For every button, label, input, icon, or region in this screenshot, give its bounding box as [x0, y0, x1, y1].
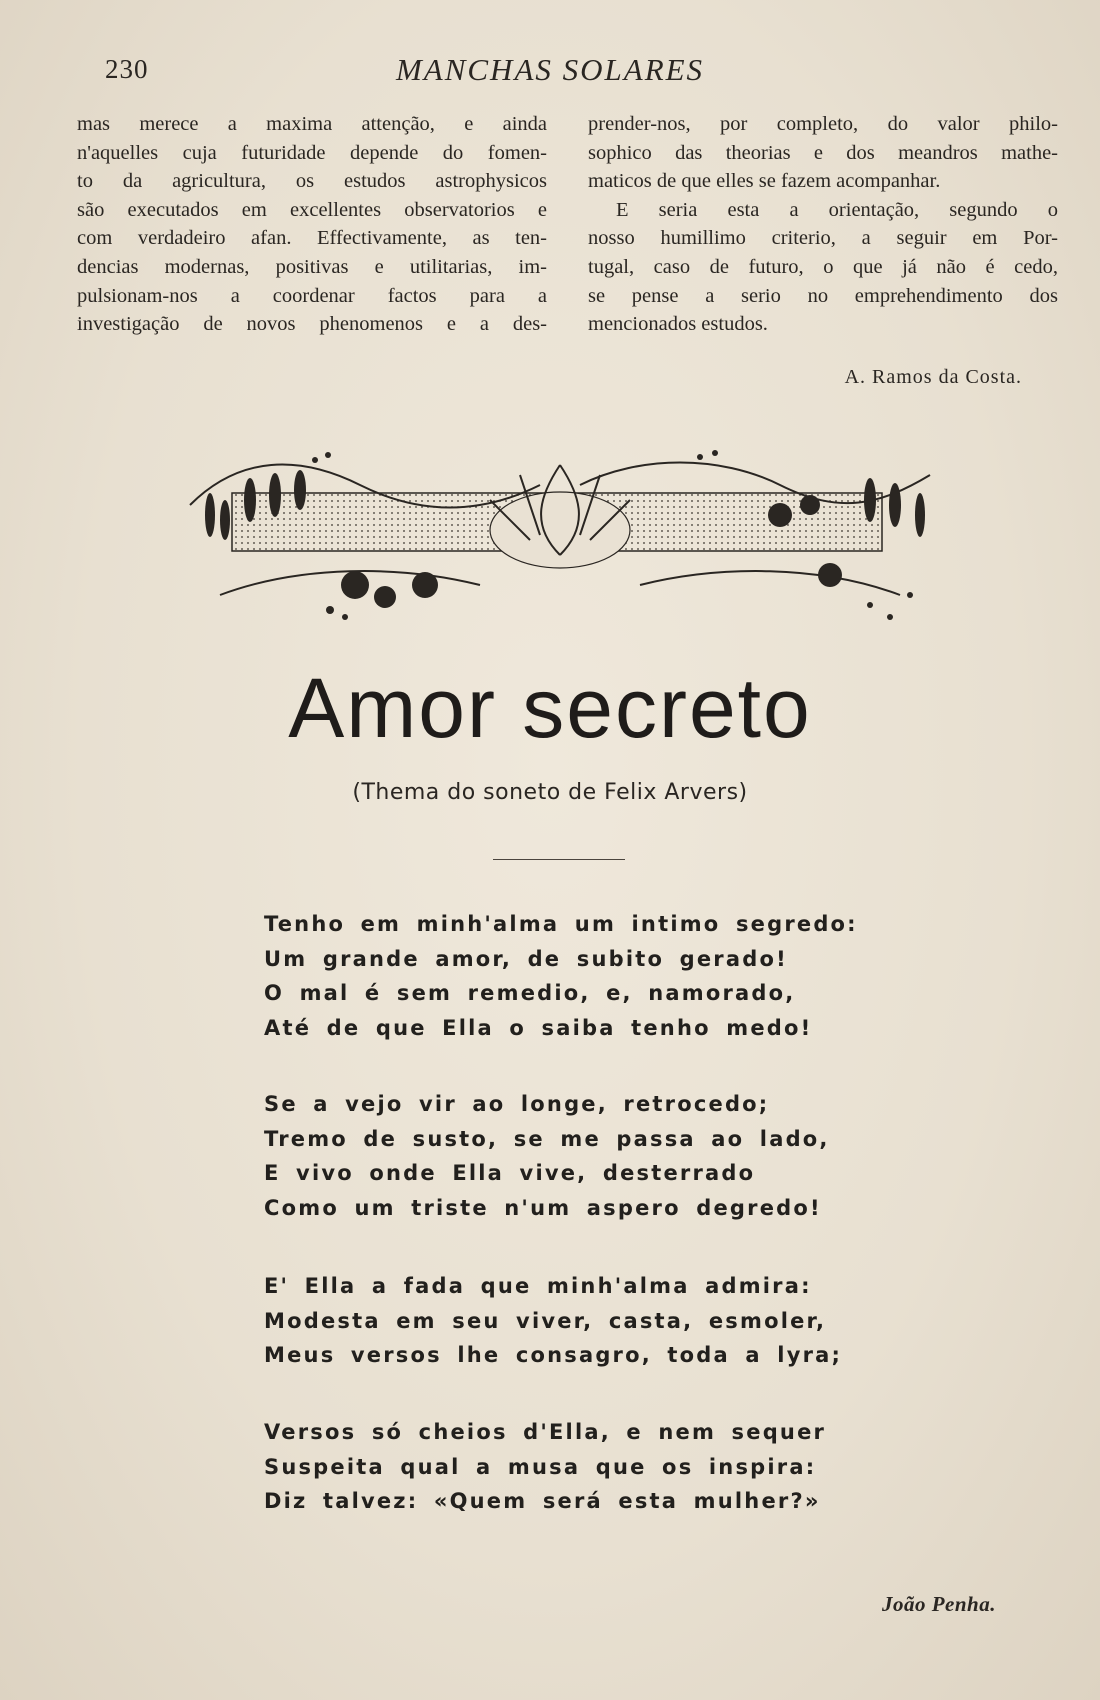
text-line: E seria esta a orientação, segundo o — [616, 198, 1058, 221]
text-line: tugal, caso de futuro, o que já não é cedo, — [588, 255, 1058, 278]
divider — [493, 859, 625, 860]
text-line: são executados em excellentes observatorios e — [77, 198, 547, 221]
text-line: mencionados estudos. — [588, 313, 768, 336]
article-column-right — [588, 110, 1058, 339]
text-line: prender-nos, por completo, do valor philo- — [588, 113, 1058, 135]
running-head — [0, 52, 1100, 92]
poem-verse: E vivo onde Ella vive, desterrado — [264, 1161, 756, 1185]
poem-stanza — [264, 1420, 884, 1524]
text-line: sophico das theorias e dos meandros mathe- — [588, 141, 1058, 164]
poem-verse: Meus versos lhe consagro, toda a lyra; — [264, 1343, 843, 1367]
poem-verse: Suspeita qual a musa que os inspira: — [264, 1454, 817, 1479]
text-line: se pense a serio no emprehendimento dos — [588, 284, 1058, 307]
floral-banner-icon — [180, 445, 940, 630]
text-line: com verdadeiro afan. Effectivamente, as ten- — [77, 227, 547, 250]
page-number: 230 — [105, 54, 149, 84]
poem-title: Amor secreto — [288, 661, 812, 755]
poem-verse: Se a vejo vir ao longe, retrocedo; — [264, 1092, 770, 1116]
text-line: to da agricultura, os estudos astrophysicos — [77, 170, 547, 193]
poem-verse: Até de que Ella o saiba tenho medo! — [264, 1015, 813, 1040]
poem-stanza — [264, 1092, 884, 1230]
poem-verse: Diz talvez: «Quem será esta mulher?» — [264, 1489, 821, 1513]
article-column-left — [77, 110, 547, 339]
poem-verse: Modesta em seu viver, casta, esmoler, — [264, 1308, 827, 1333]
text-line: n'aquelles cuja futuridade depende do fomen- — [77, 141, 547, 164]
poem-subtitle: (Thema do soneto de Felix Arvers) — [352, 780, 748, 805]
poem-verse: E' Ella a fada que minh'alma admira: — [264, 1274, 812, 1298]
poem-verse: Tremo de susto, se me passa ao lado, — [264, 1126, 830, 1151]
poem-author: João Penha. — [881, 1592, 996, 1616]
poem-verse: Tenho em minh'alma um intimo segredo: — [264, 912, 858, 936]
poem-verse: Versos só cheios d'Ella, e nem sequer — [264, 1420, 827, 1444]
article-signature: A. Ramos da Costa. — [844, 366, 1022, 388]
poem-verse: Como um triste n'um aspero degredo! — [264, 1195, 822, 1220]
poem-stanza — [264, 1274, 884, 1378]
text-line: nosso humillimo criterio, a seguir em Por- — [588, 227, 1058, 250]
text-line: pulsionam-nos a coordenar factos para a — [77, 284, 547, 307]
poem-stanza — [264, 912, 884, 1050]
text-line: maticos de que elles se fazem acompanhar. — [588, 170, 941, 193]
text-line: dencias modernas, positivas e utilitarias, im- — [77, 255, 547, 278]
poem-verse: Um grande amor, de subito gerado! — [264, 946, 788, 971]
poem-verse: O mal é sem remedio, e, namorado, — [264, 981, 796, 1005]
text-line: mas merece a maxima attenção, e ainda — [77, 113, 547, 135]
text-line: investigação de novos phenomenos e a des- — [77, 313, 547, 336]
running-title: MANCHAS SOLARES — [395, 52, 705, 87]
